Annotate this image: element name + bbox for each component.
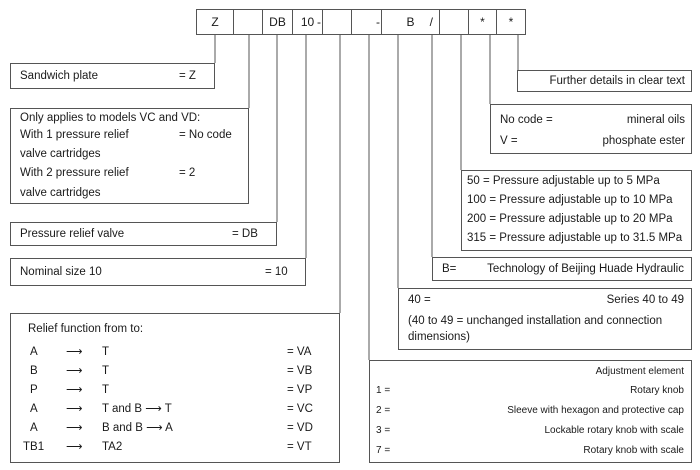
relief-valve-label: Pressure relief valve (20, 228, 125, 240)
relief-valve-box (10, 222, 277, 246)
sandwich-label: Sandwich plate (20, 70, 98, 82)
relief-to: T (102, 365, 110, 377)
no-code-value: mineral oils (626, 114, 685, 126)
series-note: (40 to 49 = unchanged installation and connection dimensions) (408, 315, 663, 343)
v-label: V = (500, 135, 518, 147)
relief-from: P (30, 384, 38, 396)
arrow-right-icon: ⟶ (66, 384, 83, 396)
relief-function-box (10, 313, 340, 463)
further-details-box (517, 70, 692, 92)
relief-from: A (30, 403, 38, 415)
series-code: 40 = (408, 294, 431, 306)
adjustment-code: 2 = (376, 405, 391, 416)
pressure-item: 200 = Pressure adjustable up to 20 MPa (467, 213, 673, 225)
relief-from: TB1 (23, 441, 45, 453)
technology-box (432, 257, 692, 281)
arrow-right-icon: ⟶ (66, 422, 83, 434)
relief-to: TA2 (102, 441, 123, 453)
cartridges-box (10, 108, 249, 204)
sandwich-plate-box (10, 63, 215, 89)
cartridges-row1-value: = No code (179, 129, 232, 141)
relief-to: B and B ⟶ A (102, 422, 173, 434)
adjustment-text: Rotary knob (630, 385, 684, 396)
cartridges-row2-label: With 2 pressure relief (20, 167, 129, 179)
relief-function-title: Relief function from to: (28, 323, 144, 335)
technology-code: B= (442, 263, 457, 275)
code-cell-1: Z (196, 9, 234, 35)
cartridges-row2-value: = 2 (179, 167, 196, 179)
nominal-label: Nominal size 10 (20, 266, 102, 278)
code-cell-5 (322, 9, 352, 35)
relief-value: = VC (287, 403, 313, 415)
adjustment-text: Rotary knob with scale (583, 445, 684, 456)
code-cell-10: * (496, 9, 526, 35)
relief-from: B (30, 365, 38, 377)
cartridges-row2-cont: valve cartridges (20, 187, 101, 199)
relief-value: = VP (287, 384, 313, 396)
pressure-item: 50 = Pressure adjustable up to 5 MPa (467, 175, 660, 187)
pressure-item: 100 = Pressure adjustable up to 10 MPa (467, 194, 673, 206)
code-cell-4: 10 - (292, 9, 323, 35)
pressure-range-box (461, 170, 692, 251)
relief-value: = VB (287, 365, 313, 377)
adjustment-code: 1 = (376, 385, 391, 396)
relief-to: T (102, 384, 110, 396)
code-cell-2 (233, 9, 263, 35)
adjustment-code: 7 = (376, 445, 391, 456)
code-cell-7: B / (381, 9, 440, 35)
arrow-right-icon: ⟶ (66, 441, 83, 453)
further-details-text: Further details in clear text (549, 75, 685, 87)
relief-value: = VA (287, 346, 312, 358)
arrow-right-icon: ⟶ (66, 403, 83, 415)
series-box (398, 288, 692, 350)
adjustment-text: Lockable rotary knob with scale (544, 425, 684, 436)
cartridges-row1-cont: valve cartridges (20, 148, 101, 160)
no-code-label: No code = (500, 114, 553, 126)
arrow-right-icon: ⟶ (66, 346, 83, 358)
cartridges-intro: Only applies to models VC and VD: (20, 112, 201, 124)
relief-valve-value: = DB (232, 228, 258, 240)
code-cell-9: * (468, 9, 497, 35)
relief-from: A (30, 422, 38, 434)
adjustment-element-box (369, 360, 692, 463)
adjustment-title: Adjustment element (595, 366, 684, 377)
relief-to: T (102, 346, 110, 358)
code-cell-6: - (351, 9, 382, 35)
code-cell-3: DB (262, 9, 293, 35)
pressure-item: 315 = Pressure adjustable up to 31.5 MPa (467, 232, 683, 244)
v-value: phosphate ester (602, 135, 685, 147)
adjustment-code: 3 = (376, 425, 391, 436)
cartridges-row1-label: With 1 pressure relief (20, 129, 129, 141)
relief-from: A (30, 346, 38, 358)
seal-material-box (490, 104, 692, 154)
nominal-value: = 10 (265, 266, 288, 278)
relief-value: = VT (287, 441, 312, 453)
relief-value: = VD (287, 422, 313, 434)
nominal-size-box (10, 258, 306, 286)
arrow-right-icon: ⟶ (66, 365, 83, 377)
relief-to: T and B ⟶ T (102, 403, 172, 415)
adjustment-text: Sleeve with hexagon and protective cap (507, 405, 684, 416)
code-cell-8 (439, 9, 469, 35)
sandwich-value: = Z (179, 70, 196, 82)
technology-text: Technology of Beijing Huade Hydraulic (487, 263, 684, 275)
series-text: Series 40 to 49 (606, 294, 684, 306)
